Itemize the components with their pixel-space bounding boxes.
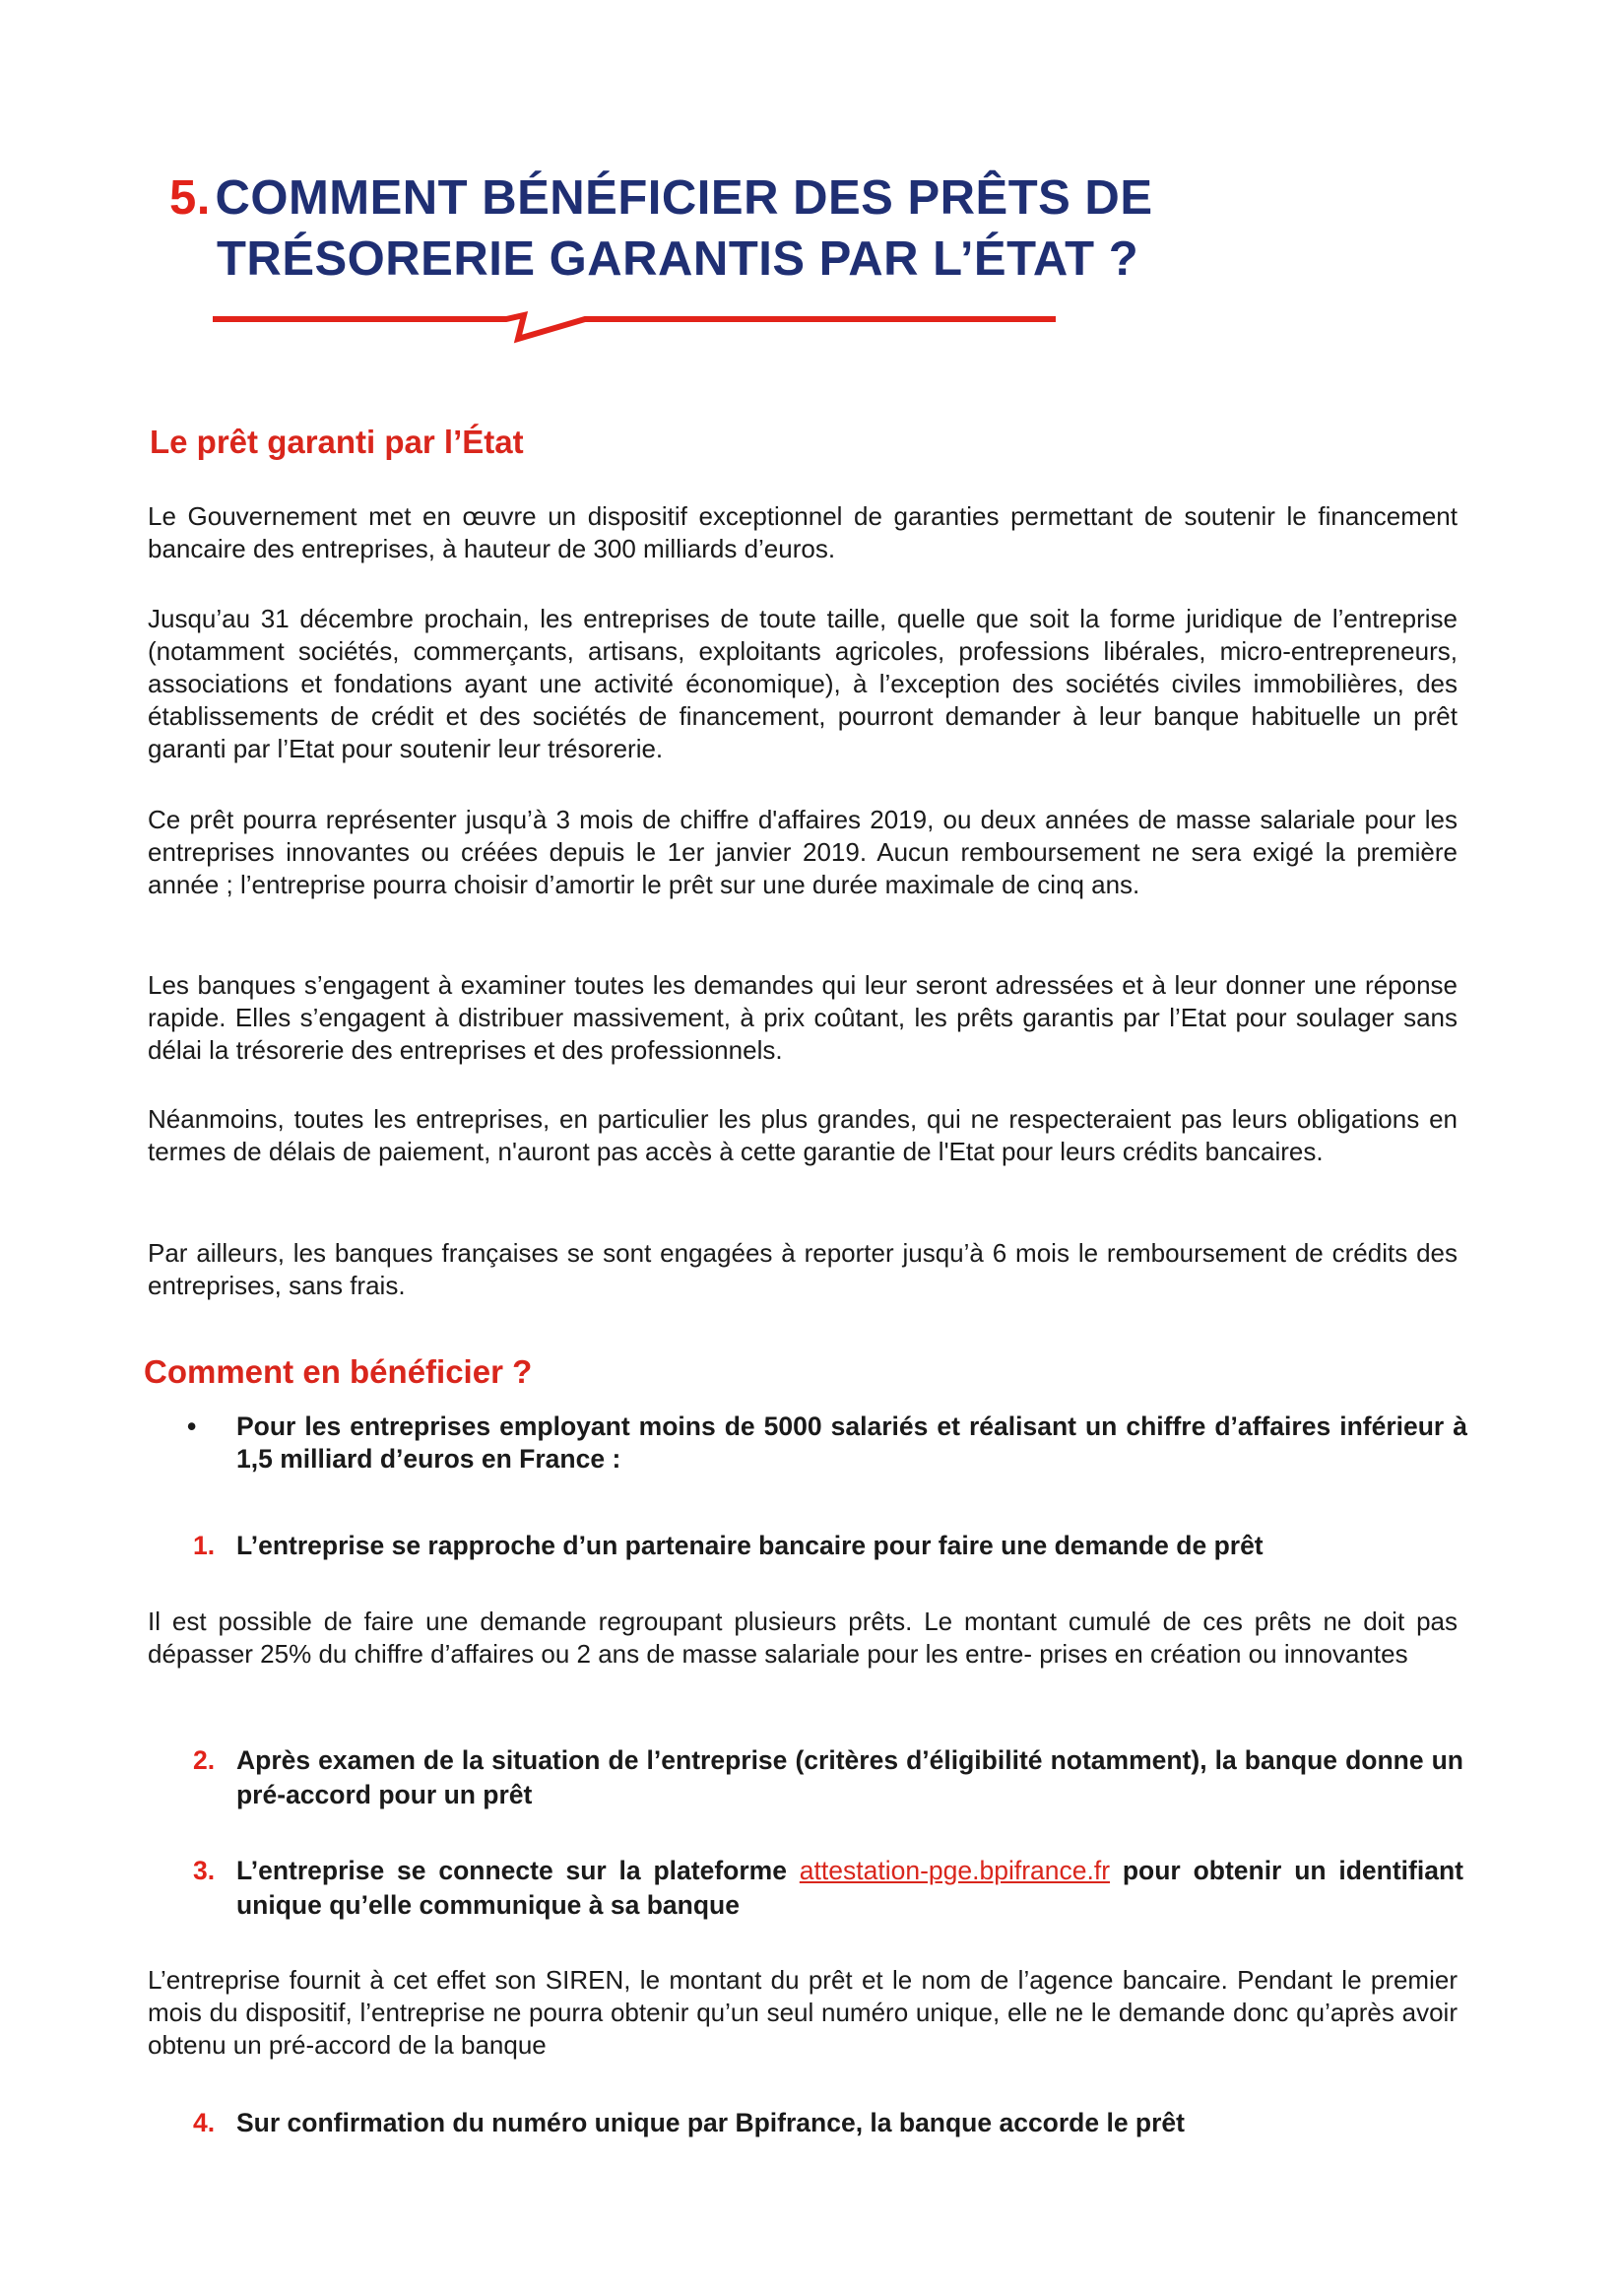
step-number: 4. <box>193 2108 216 2137</box>
heading-line-1: COMMENT BÉNÉFICIER DES PRÊTS DE <box>215 171 1153 225</box>
paragraph: Jusqu’au 31 décembre prochain, les entreprises de toute taille, quelle que soit la forme juridique de l’entreprise (notamment sociétés, commerçants, artisans, exploitants agricoles, professions libérales, micro-entrepreneurs, associations et fondations ayant une activité économique), à l’exception des sociétés civiles immobilières, des établissements de crédit et des sociétés de financement, pourront demander à leur banque habituelle un prêt garanti par l’Etat pour soutenir leur trésorerie. <box>148 604 1458 763</box>
step-item-4 <box>193 2106 1463 2140</box>
step-text: Après examen de la situation de l’entreprise (critères d’éligibilité notamment), la banque donne un pré-accord pour un prêt <box>236 1745 1463 1809</box>
step-item-2 <box>193 1743 1463 1812</box>
heading-line-2: TRÉSORERIE GARANTIS PAR L’ÉTAT ? <box>217 232 1139 286</box>
bullet-text: Pour les entreprises employant moins de 5000 salariés et réalisant un chiffre d’affaires inférieur à 1,5 milliard d’euros en France : <box>236 1411 1467 1474</box>
step-number: 3. <box>193 1856 216 1885</box>
paragraph: Les banques s’engagent à examiner toutes les demandes qui leur seront adressées et à leur donner une réponse rapide. Elles s’engagent à distribuer massivement, à prix coûtant, les prêts garantis par l’Etat pour soulager sans délai la trésorerie des entreprises et des professionnels. <box>148 970 1458 1065</box>
paragraph: Il est possible de faire une demande regroupant plusieurs prêts. Le montant cumulé de ces prêts ne doit pas dépasser 25% du chiffre d’affaires ou 2 ans de masse salariale pour les entre- prises en création ou innovantes <box>148 1607 1458 1669</box>
bullet-icon: • <box>187 1411 197 1441</box>
paragraph: Le Gouvernement met en œuvre un dispositif exceptionnel de garanties permettant de soutenir le financement bancaire des entreprises, à hauteur de 300 milliards d’euros. <box>148 501 1458 563</box>
step-number: 2. <box>193 1745 216 1775</box>
bpifrance-link[interactable]: attestation-pge.bpifrance.fr <box>799 1856 1111 1885</box>
section-title-comment-beneficier: Comment en bénéficier ? <box>144 1353 533 1390</box>
paragraph: L’entreprise fournit à cet effet son SIREN, le montant du prêt et le nom de l’agence bancaire. Pendant le premier mois du dispositif, l’entreprise ne pourra obtenir qu’un seul numéro unique, elle ne le demande donc qu’après avoir obtenu un pré-accord de la banque <box>148 1965 1458 2060</box>
paragraph: Ce prêt pourra représenter jusqu’à 3 mois de chiffre d'affaires 2019, ou deux années de masse salariale pour les entreprises innovantes ou créées depuis le 1er janvier 2019. Aucun remboursement ne sera exigé la première année ; l’entreprise pourra choisir d’amortir le prêt sur une durée maximale de cinq ans. <box>148 805 1458 899</box>
step-text: L’entreprise se rapproche d’un partenaire bancaire pour faire une demande de prêt <box>236 1531 1264 1560</box>
page-heading <box>169 167 1351 290</box>
step-text-before: L’entreprise se connecte sur la plateforme <box>236 1856 787 1885</box>
step-item-1 <box>193 1529 1463 1563</box>
step-text <box>236 1854 1463 1923</box>
paragraph: Par ailleurs, les banques françaises se sont engagées à reporter jusqu’à 6 mois le remboursement de crédits des entreprises, sans frais. <box>148 1238 1458 1300</box>
step-text-after: pour obtenir un identifiant unique qu’elle communique à sa banque <box>236 1856 1463 1920</box>
paragraph: Néanmoins, toutes les entreprises, en particulier les plus grandes, qui ne respecteraient pas leurs obligations en termes de délais de paiement, n'auront pas accès à cette garantie de l'Etat pour leurs crédits bancaires. <box>148 1104 1458 1166</box>
step-text: Sur confirmation du numéro unique par Bpifrance, la banque accorde le prêt <box>236 2108 1185 2137</box>
step-item-3 <box>193 1854 1463 1923</box>
section-title-pret-garanti: Le prêt garanti par l’État <box>150 424 524 460</box>
heading-underline <box>211 311 1058 351</box>
step-number: 1. <box>193 1531 216 1560</box>
heading-number: 5. <box>169 171 211 225</box>
bullet-item <box>187 1410 1467 1476</box>
